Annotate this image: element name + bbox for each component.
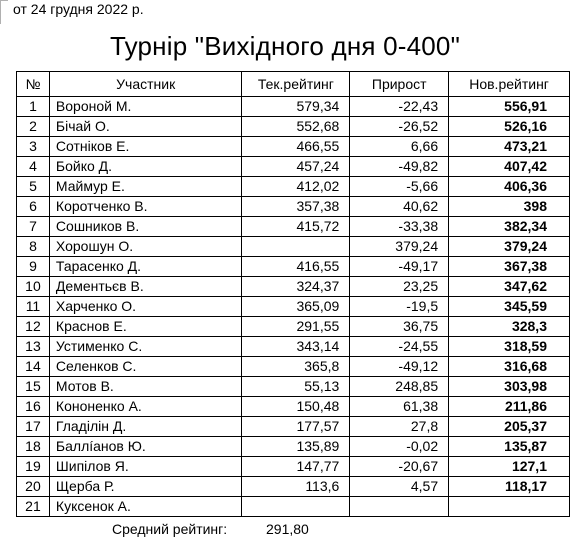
table-row <box>17 197 570 217</box>
cell-new-rating: 406,36 <box>449 177 570 197</box>
cell-participant: Баллíанов Ю. <box>49 437 242 457</box>
cell-gain: -20,67 <box>350 457 449 477</box>
cell-participant: Коротченко В. <box>49 197 242 217</box>
cell-participant: Хорошун О. <box>49 237 242 257</box>
table-row <box>17 237 570 257</box>
cell-current-rating: 55,13 <box>242 377 350 397</box>
cell-participant: Гладілін Д. <box>49 417 242 437</box>
table-row <box>17 137 570 157</box>
table-row <box>17 277 570 297</box>
table-row <box>17 457 570 477</box>
cell-participant: Устименко С. <box>49 337 242 357</box>
cell-gain: -0,02 <box>350 437 449 457</box>
table-row <box>17 417 570 437</box>
table-row <box>17 477 570 497</box>
cell-number: 21 <box>17 497 50 517</box>
cell-number: 14 <box>17 357 50 377</box>
cell-new-rating: 347,62 <box>449 277 570 297</box>
cell-participant: Сотніков Е. <box>49 137 242 157</box>
cell-gain: 4,57 <box>350 477 449 497</box>
cell-gain: 61,38 <box>350 397 449 417</box>
cell-gain: -26,52 <box>350 117 449 137</box>
cell-participant: Бойко Д. <box>49 157 242 177</box>
cell-participant: Кононенко А. <box>49 397 242 417</box>
cell-new-rating: 526,16 <box>449 117 570 137</box>
cell-participant: Тарасенко Д. <box>49 257 242 277</box>
cell-gain: -49,82 <box>350 157 449 177</box>
table-row <box>17 317 570 337</box>
cell-number: 17 <box>17 417 50 437</box>
cell-current-rating <box>242 237 350 257</box>
cell-current-rating: 135,89 <box>242 437 350 457</box>
cell-gain: -33,38 <box>350 217 449 237</box>
cell-number: 1 <box>17 97 50 117</box>
cell-gain: -22,43 <box>350 97 449 117</box>
header-participant: Участник <box>49 72 242 97</box>
cell-new-rating: 303,98 <box>449 377 570 397</box>
cell-number: 5 <box>17 177 50 197</box>
cell-participant: Вороной М. <box>49 97 242 117</box>
cell-participant: Харченко О. <box>49 297 242 317</box>
table-row <box>17 117 570 137</box>
cell-gain: 23,25 <box>350 277 449 297</box>
table-row <box>17 297 570 317</box>
header-current-rating: Тек.рейтинг <box>242 72 350 97</box>
average-rating-label: Средний рейтинг: <box>112 521 228 537</box>
cell-number: 16 <box>17 397 50 417</box>
cell-participant: Краснов Е. <box>49 317 242 337</box>
header-new-rating: Нов.рейтинг <box>449 72 570 97</box>
cell-number: 8 <box>17 237 50 257</box>
cell-new-rating: 211,86 <box>449 397 570 417</box>
page-frame-top <box>0 0 8 1</box>
table-row <box>17 217 570 237</box>
cell-gain: 40,62 <box>350 197 449 217</box>
average-rating-value: 291,80 <box>266 521 309 537</box>
header-number: № <box>17 72 50 97</box>
cell-number: 13 <box>17 337 50 357</box>
cell-participant: Куксенок А. <box>49 497 242 517</box>
cell-number: 18 <box>17 437 50 457</box>
cell-number: 4 <box>17 157 50 177</box>
cell-new-rating: 345,59 <box>449 297 570 317</box>
table-row <box>17 97 570 117</box>
cell-number: 10 <box>17 277 50 297</box>
cell-gain: -24,55 <box>350 337 449 357</box>
cell-participant: Мотов В. <box>49 377 242 397</box>
cell-new-rating: 328,3 <box>449 317 570 337</box>
cell-new-rating <box>449 497 570 517</box>
table-row <box>17 257 570 277</box>
cell-number: 2 <box>17 117 50 137</box>
cell-new-rating: 473,21 <box>449 137 570 157</box>
cell-number: 19 <box>17 457 50 477</box>
cell-current-rating: 324,37 <box>242 277 350 297</box>
cell-number: 11 <box>17 297 50 317</box>
cell-participant: Шипілов Я. <box>49 457 242 477</box>
table-row <box>17 377 570 397</box>
table-row <box>17 337 570 357</box>
cell-new-rating: 556,91 <box>449 97 570 117</box>
cell-gain <box>350 497 449 517</box>
cell-current-rating: 113,6 <box>242 477 350 497</box>
cell-gain: 6,66 <box>350 137 449 157</box>
cell-number: 7 <box>17 217 50 237</box>
cell-number: 9 <box>17 257 50 277</box>
cell-current-rating: 343,14 <box>242 337 350 357</box>
cell-current-rating: 291,55 <box>242 317 350 337</box>
cell-number: 15 <box>17 377 50 397</box>
cell-current-rating <box>242 497 350 517</box>
document-title: Турнір "Вихідного дня 0-400" <box>109 31 461 61</box>
cell-participant: Дементьєв В. <box>49 277 242 297</box>
cell-gain: -19,5 <box>350 297 449 317</box>
cell-current-rating: 552,68 <box>242 117 350 137</box>
cell-number: 6 <box>17 197 50 217</box>
cell-new-rating: 127,1 <box>449 457 570 477</box>
cell-participant: Щерба Р. <box>49 477 242 497</box>
table-row <box>17 397 570 417</box>
cell-current-rating: 579,34 <box>242 97 350 117</box>
cell-new-rating: 382,34 <box>449 217 570 237</box>
table-row <box>17 157 570 177</box>
cell-gain: -5,66 <box>350 177 449 197</box>
cell-gain: -49,12 <box>350 357 449 377</box>
cell-participant: Бічай О. <box>49 117 242 137</box>
page-frame-left <box>0 0 1 24</box>
cell-new-rating: 407,42 <box>449 157 570 177</box>
cell-current-rating: 357,38 <box>242 197 350 217</box>
cell-current-rating: 365,8 <box>242 357 350 377</box>
cell-new-rating: 118,17 <box>449 477 570 497</box>
cell-new-rating: 379,24 <box>449 237 570 257</box>
cell-current-rating: 457,24 <box>242 157 350 177</box>
cell-participant: Сошников В. <box>49 217 242 237</box>
cell-number: 3 <box>17 137 50 157</box>
cell-gain: 248,85 <box>350 377 449 397</box>
table-row <box>17 177 570 197</box>
cell-new-rating: 398 <box>449 197 570 217</box>
cell-gain: 27,8 <box>350 417 449 437</box>
cell-current-rating: 466,55 <box>242 137 350 157</box>
table-header-row <box>17 72 570 97</box>
cell-current-rating: 147,77 <box>242 457 350 477</box>
table-row <box>17 357 570 377</box>
cell-current-rating: 365,09 <box>242 297 350 317</box>
results-table <box>16 71 570 517</box>
cell-gain: 379,24 <box>350 237 449 257</box>
table-row <box>17 497 570 517</box>
table-row <box>17 437 570 457</box>
cell-gain: -49,17 <box>350 257 449 277</box>
cell-current-rating: 150,48 <box>242 397 350 417</box>
cell-new-rating: 367,38 <box>449 257 570 277</box>
cell-new-rating: 316,68 <box>449 357 570 377</box>
cell-gain: 36,75 <box>350 317 449 337</box>
cell-number: 20 <box>17 477 50 497</box>
cell-new-rating: 135,87 <box>449 437 570 457</box>
cell-new-rating: 205,37 <box>449 417 570 437</box>
cell-current-rating: 177,57 <box>242 417 350 437</box>
cell-current-rating: 412,02 <box>242 177 350 197</box>
cell-current-rating: 416,55 <box>242 257 350 277</box>
document-date: от 24 грудня 2022 р. <box>13 1 144 17</box>
cell-participant: Селенков С. <box>49 357 242 377</box>
cell-participant: Маймур Е. <box>49 177 242 197</box>
cell-new-rating: 318,59 <box>449 337 570 357</box>
cell-number: 12 <box>17 317 50 337</box>
cell-current-rating: 415,72 <box>242 217 350 237</box>
header-gain: Прирост <box>350 72 449 97</box>
